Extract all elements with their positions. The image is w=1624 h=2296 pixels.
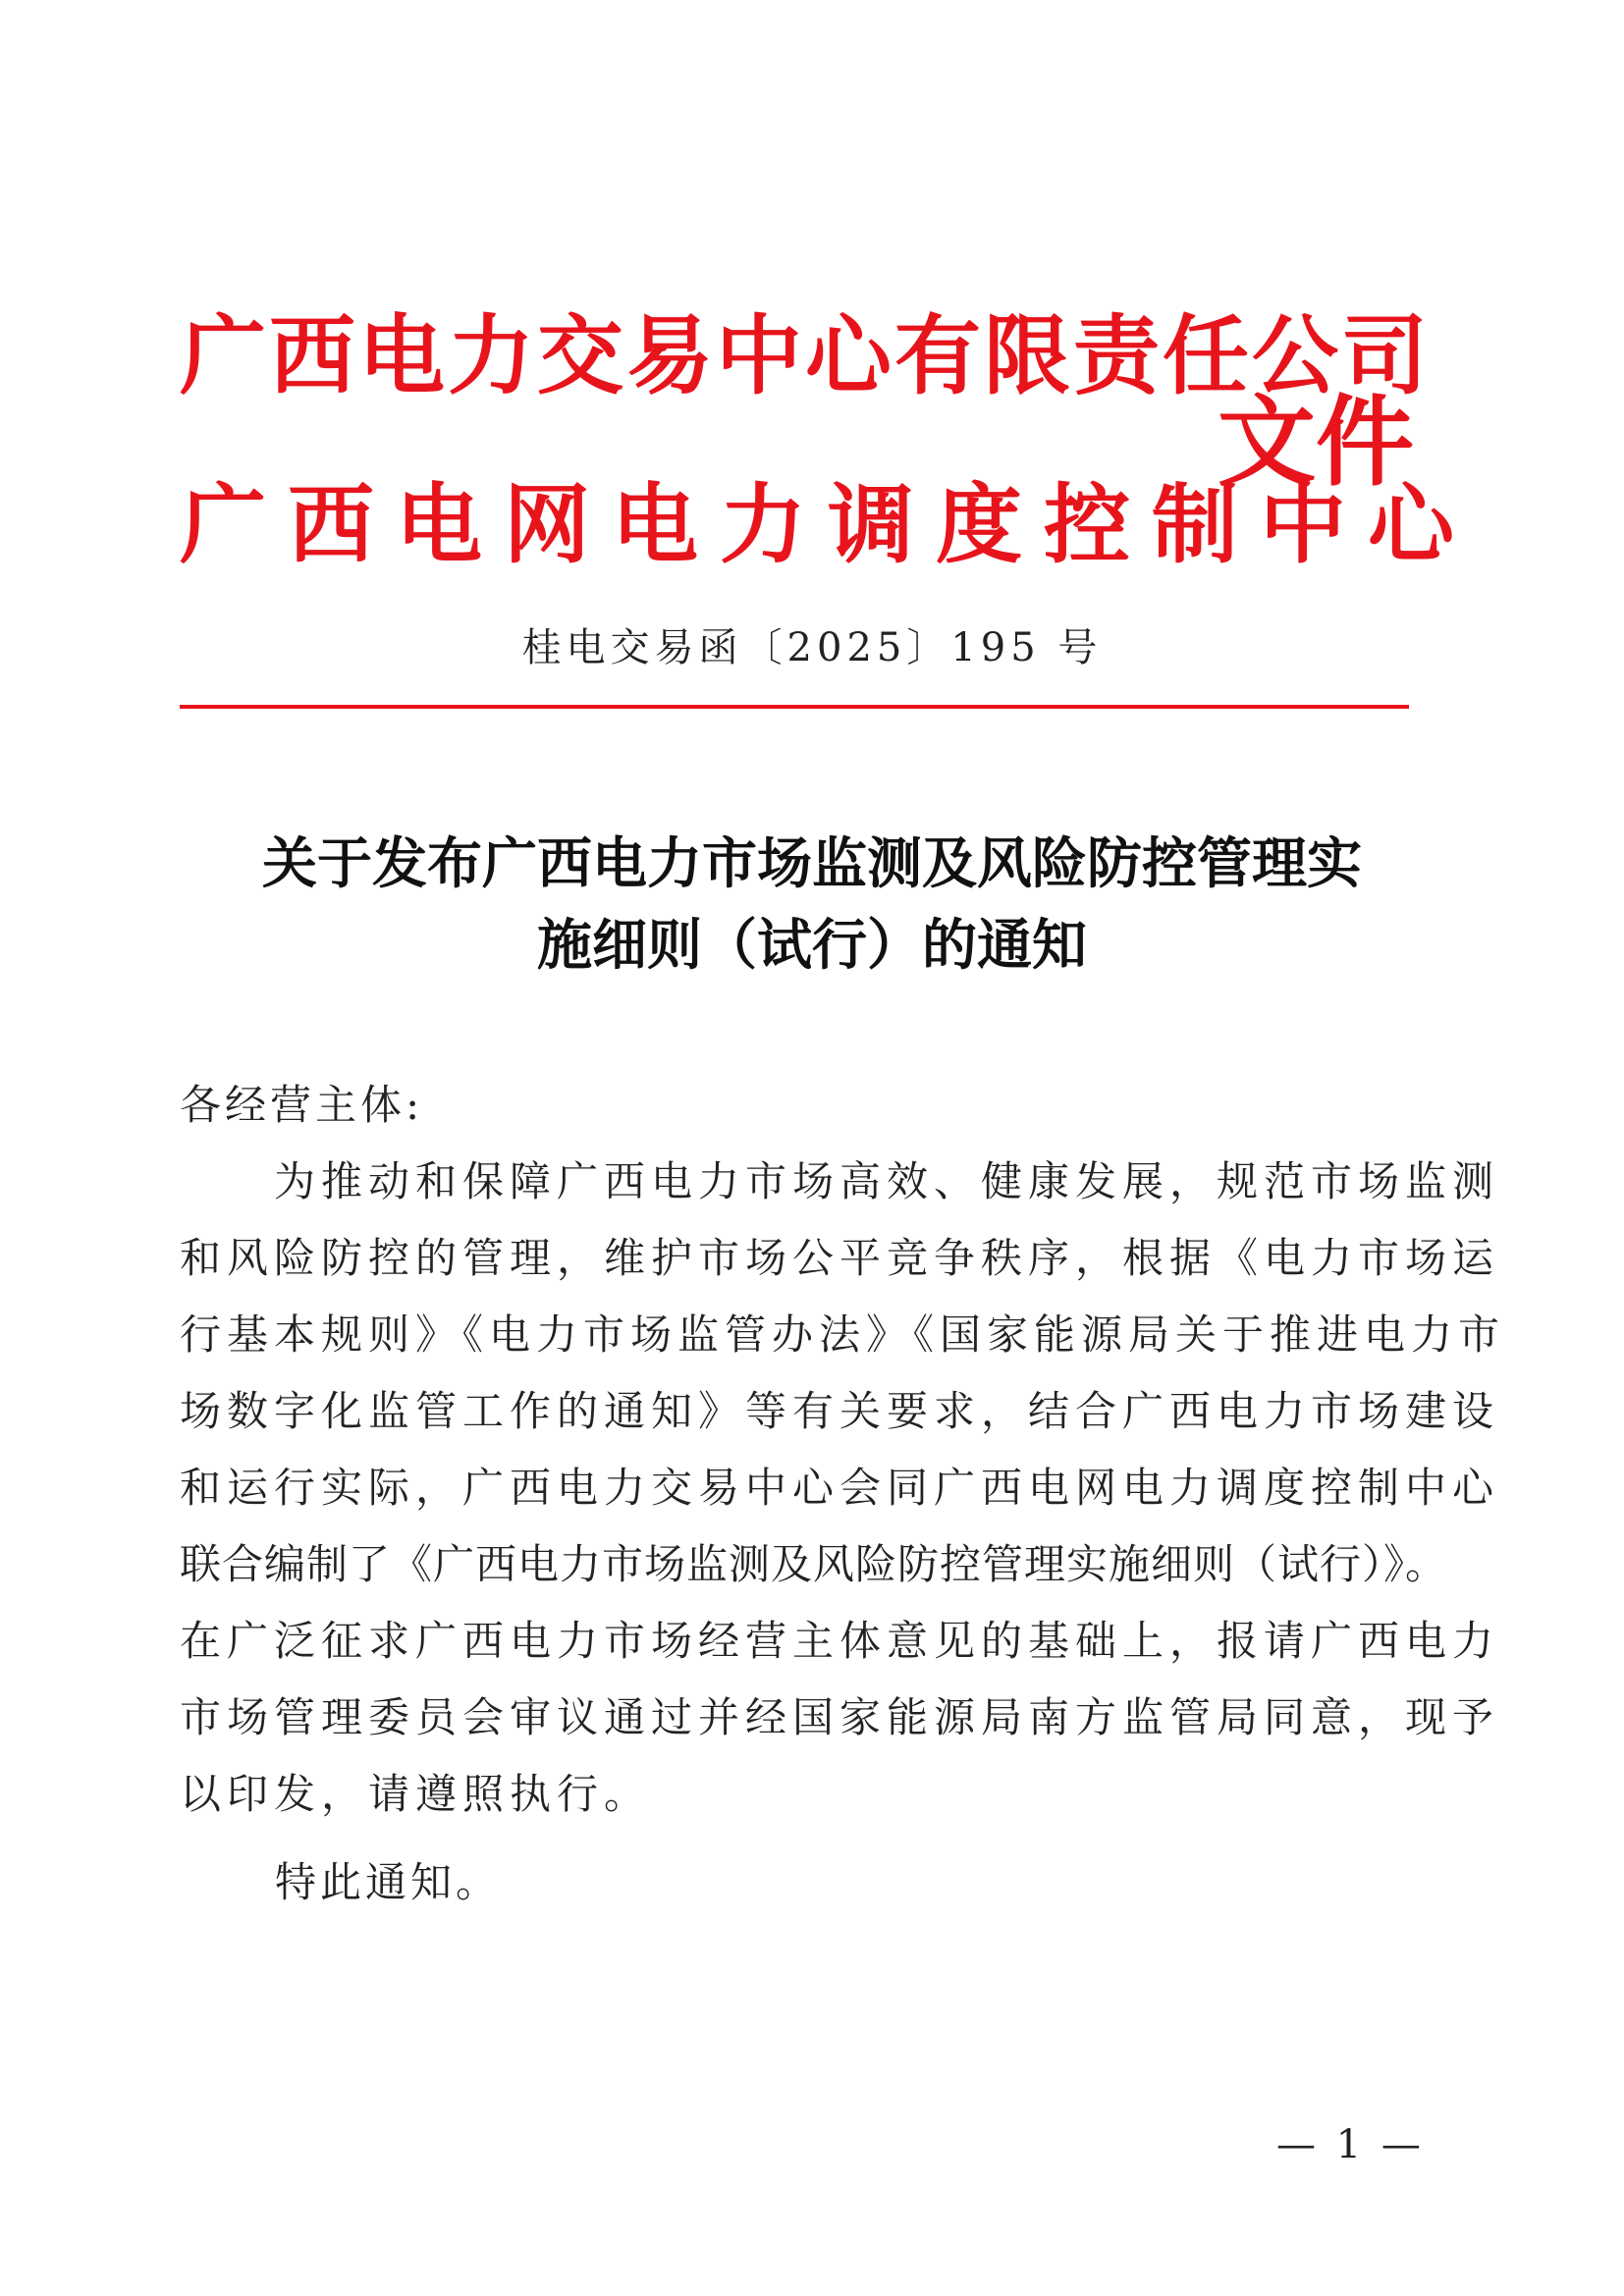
issuing-org-line-2: 广西电网电力调度控制中心 <box>180 473 1477 575</box>
document-title-line-2: 施细则（试行）的通知 <box>537 913 1087 978</box>
document-type-label: 文件 <box>1218 384 1414 500</box>
body-line: 联合编制了《广西电力市场监测及风险防控管理实施细则（试行）》。 <box>180 1540 1448 1588</box>
document-title-line-1: 关于发布广西电力市场监测及风险防控管理实 <box>262 831 1362 896</box>
body-line: 和运行实际，广西电力交易中心会同广西电网电力调度控制中心 <box>180 1464 1500 1512</box>
red-divider-line <box>180 705 1409 709</box>
salutation: 各经营主体: <box>180 1081 424 1129</box>
body-line: 行基本规则》《电力市场监管办法》《国家能源局关于推进电力市 <box>180 1310 1506 1359</box>
body-line: 和风险防控的管理，维护市场公平竞争秩序，根据《电力市场运 <box>180 1234 1500 1282</box>
body-line: 市场管理委员会审议通过并经国家能源局南方监管局同意，现予 <box>180 1693 1500 1741</box>
body-line: 在广泛征求广西电力市场经营主体意见的基础上，报请广西电力 <box>180 1617 1500 1665</box>
document-number: 桂电交易函〔2025〕195 号 <box>521 625 1103 670</box>
closing-statement: 特此通知。 <box>275 1858 502 1906</box>
body-line: 以印发，请遵照执行。 <box>180 1770 652 1818</box>
issuing-org-line-1: 广西电力交易中心有限责任公司 <box>180 304 1432 406</box>
body-line: 场数字化监管工作的通知》等有关要求，结合广西电力市场建设 <box>180 1387 1500 1435</box>
page-number: — 1 — <box>1276 2122 1425 2167</box>
body-line: 为推动和保障广西电力市场高效、健康发展，规范市场监测 <box>180 1157 1500 1205</box>
